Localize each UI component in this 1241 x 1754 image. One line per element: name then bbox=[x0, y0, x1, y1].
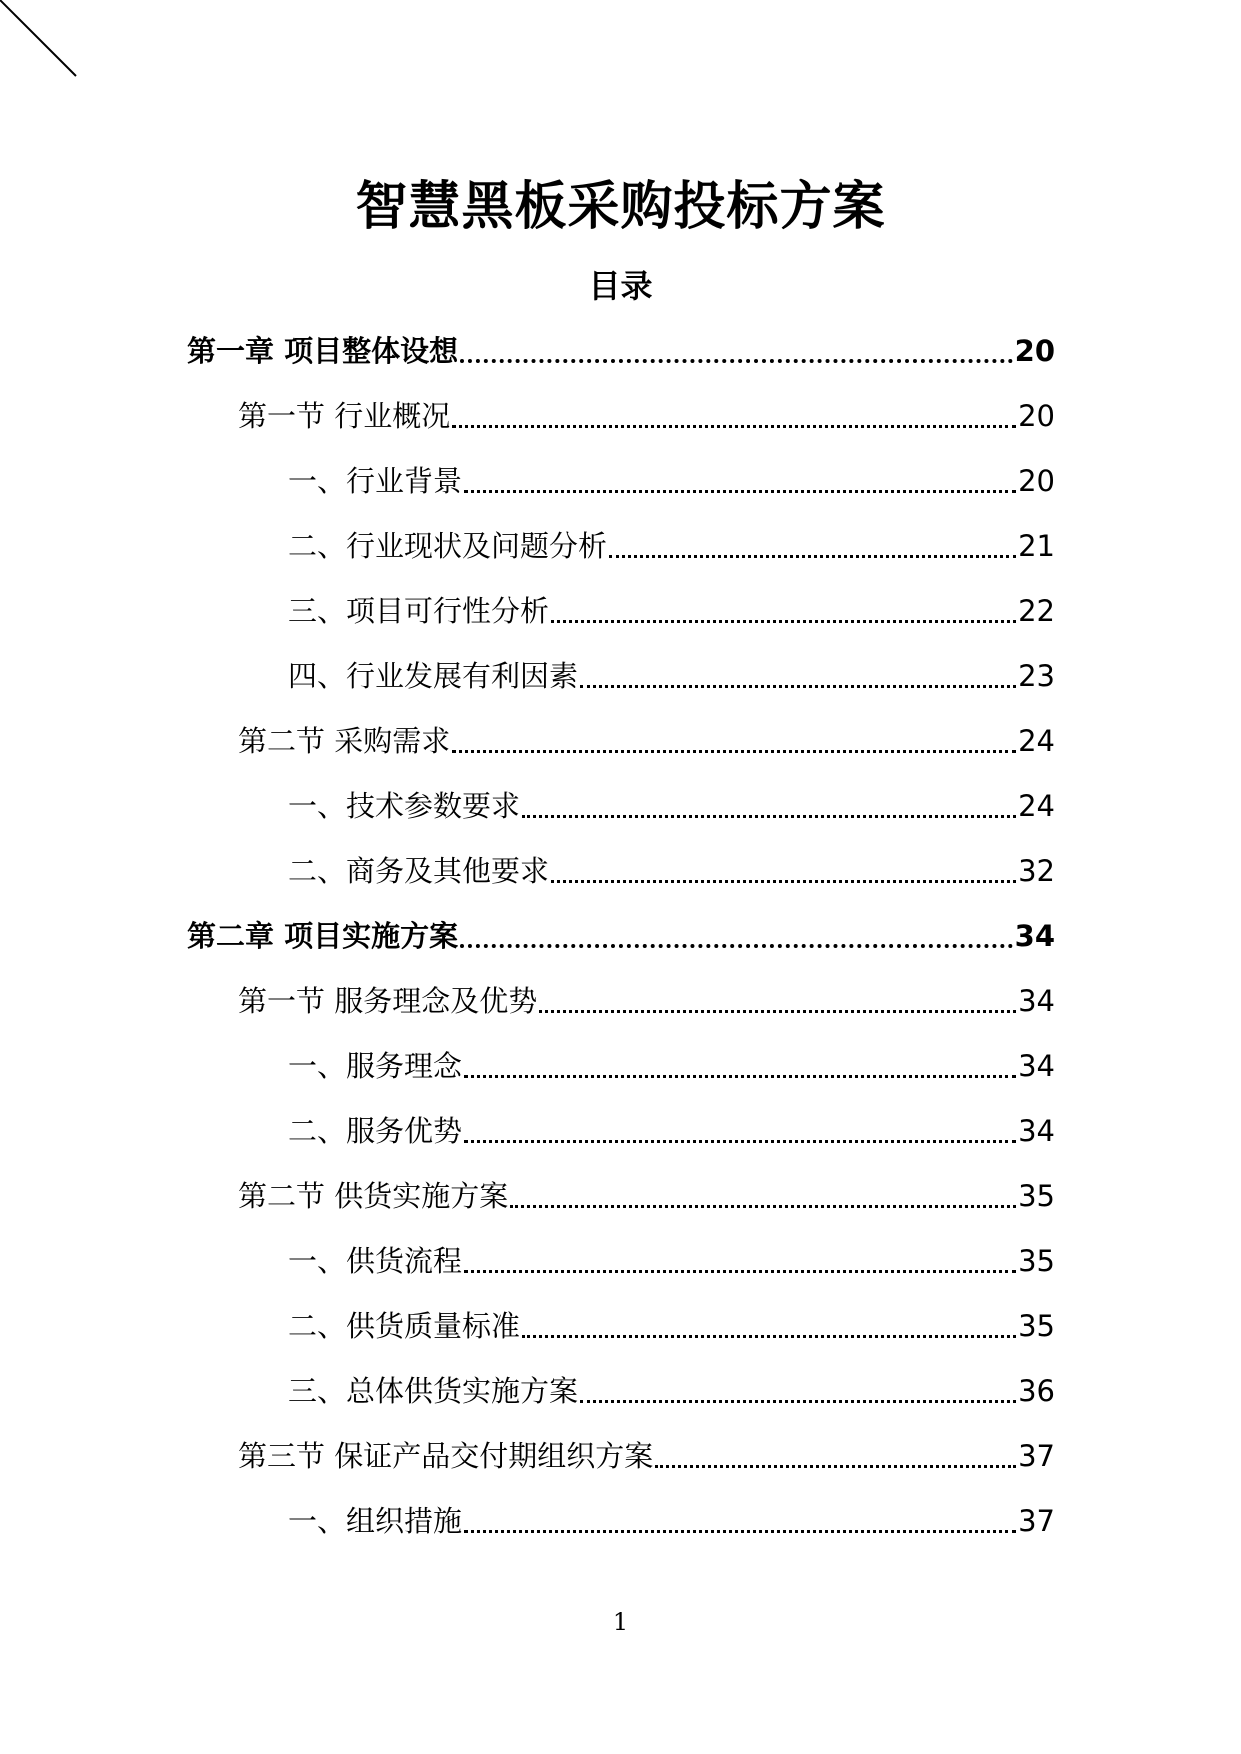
toc-leader-dots bbox=[551, 586, 1016, 636]
toc-entry-subsection[interactable] bbox=[288, 456, 1055, 506]
corner-crop-mark bbox=[0, 0, 80, 80]
toc-entry-subsection[interactable] bbox=[288, 1366, 1055, 1416]
toc-leader-dots bbox=[655, 1431, 1016, 1481]
toc-entry-label: 一、服务理念 bbox=[288, 1049, 463, 1083]
toc-entry-label: 第一章 项目整体设想 bbox=[187, 334, 459, 368]
toc-entry-page: 23 bbox=[1018, 659, 1055, 693]
toc-entry-page: 24 bbox=[1018, 724, 1055, 758]
toc-entry-page: 37 bbox=[1018, 1439, 1055, 1473]
toc-heading: 目录 bbox=[588, 267, 653, 305]
toc-entry-label: 四、行业发展有利因素 bbox=[288, 659, 579, 693]
toc-leader-dots bbox=[510, 1171, 1016, 1221]
toc-entry-page: 20 bbox=[1018, 399, 1055, 433]
toc-leader-dots bbox=[522, 781, 1016, 831]
toc-entry-page: 34 bbox=[1014, 919, 1055, 953]
toc-leader-dots bbox=[522, 1301, 1016, 1351]
toc-entry-label: 第一节 服务理念及优势 bbox=[238, 984, 538, 1018]
toc-entry-page: 24 bbox=[1018, 789, 1055, 823]
toc-entry-subsection[interactable] bbox=[288, 521, 1055, 571]
toc-leader-dots bbox=[464, 456, 1016, 506]
toc-entry-label: 三、总体供货实施方案 bbox=[288, 1374, 579, 1408]
toc-entry-page: 20 bbox=[1014, 334, 1055, 368]
toc-entry-subsection[interactable] bbox=[288, 1106, 1055, 1156]
toc-entry-section[interactable] bbox=[238, 1171, 1055, 1221]
toc-leader-dots bbox=[464, 1496, 1016, 1546]
toc-entry-section[interactable] bbox=[238, 976, 1055, 1026]
toc-entry-chapter-1[interactable] bbox=[187, 326, 1055, 376]
toc-entry-subsection[interactable] bbox=[288, 1236, 1055, 1286]
toc-leader-dots bbox=[464, 1236, 1016, 1286]
toc-entry-page: 34 bbox=[1018, 1114, 1055, 1148]
toc-leader-dots bbox=[452, 391, 1016, 441]
toc-entry-subsection[interactable] bbox=[288, 781, 1055, 831]
toc-entry-section[interactable] bbox=[238, 391, 1055, 441]
toc-leader-dots bbox=[464, 1106, 1016, 1156]
toc-entry-page: 36 bbox=[1018, 1374, 1055, 1408]
toc-entry-label: 第二节 供货实施方案 bbox=[238, 1179, 509, 1213]
toc-entry-subsection[interactable] bbox=[288, 1301, 1055, 1351]
toc-entry-label: 第三节 保证产品交付期组织方案 bbox=[238, 1439, 654, 1473]
toc-leader-dots bbox=[551, 846, 1016, 896]
toc-entry-page: 21 bbox=[1018, 529, 1055, 563]
toc-entry-page: 35 bbox=[1018, 1179, 1055, 1213]
toc-entry-section[interactable] bbox=[238, 1431, 1055, 1481]
toc-leader-dots bbox=[539, 976, 1016, 1026]
page-number: 1 bbox=[612, 1608, 629, 1636]
toc-entry-label: 一、组织措施 bbox=[288, 1504, 463, 1538]
toc-entry-subsection[interactable] bbox=[288, 651, 1055, 701]
toc-entry-label: 一、行业背景 bbox=[288, 464, 463, 498]
toc-leader-dots bbox=[609, 521, 1016, 571]
toc-entry-label: 一、供货流程 bbox=[288, 1244, 463, 1278]
toc-entry-page: 20 bbox=[1018, 464, 1055, 498]
toc-leader-dots bbox=[452, 716, 1016, 766]
toc-entry-label: 第二节 采购需求 bbox=[238, 724, 451, 758]
toc-entry-subsection[interactable] bbox=[288, 846, 1055, 896]
toc-leader-dots bbox=[460, 326, 1013, 376]
toc-entry-label: 第一节 行业概况 bbox=[238, 399, 451, 433]
toc-entry-label: 一、技术参数要求 bbox=[288, 789, 521, 823]
toc-entry-page: 34 bbox=[1018, 984, 1055, 1018]
toc-leader-dots bbox=[460, 911, 1013, 961]
toc-entry-page: 34 bbox=[1018, 1049, 1055, 1083]
toc-entry-label: 二、行业现状及问题分析 bbox=[288, 529, 608, 563]
toc-entry-page: 35 bbox=[1018, 1309, 1055, 1343]
toc-entry-page: 22 bbox=[1018, 594, 1055, 628]
toc-entry-subsection[interactable] bbox=[288, 1041, 1055, 1091]
toc-entry-label: 二、供货质量标准 bbox=[288, 1309, 521, 1343]
toc-entry-subsection[interactable] bbox=[288, 1496, 1055, 1546]
toc-entry-chapter-2[interactable] bbox=[187, 911, 1055, 961]
toc-entry-label: 二、商务及其他要求 bbox=[288, 854, 550, 888]
document-title: 智慧黑板采购投标方案 bbox=[355, 177, 886, 237]
toc-entry-subsection[interactable] bbox=[288, 586, 1055, 636]
toc-entry-page: 32 bbox=[1018, 854, 1055, 888]
toc-entry-label: 第二章 项目实施方案 bbox=[187, 919, 459, 953]
toc-leader-dots bbox=[464, 1041, 1016, 1091]
toc-entry-label: 二、服务优势 bbox=[288, 1114, 463, 1148]
toc-leader-dots bbox=[580, 1366, 1016, 1416]
toc-entry-page: 35 bbox=[1018, 1244, 1055, 1278]
toc-entry-page: 37 bbox=[1018, 1504, 1055, 1538]
toc-entry-section[interactable] bbox=[238, 716, 1055, 766]
toc-entry-label: 三、项目可行性分析 bbox=[288, 594, 550, 628]
toc-leader-dots bbox=[580, 651, 1016, 701]
